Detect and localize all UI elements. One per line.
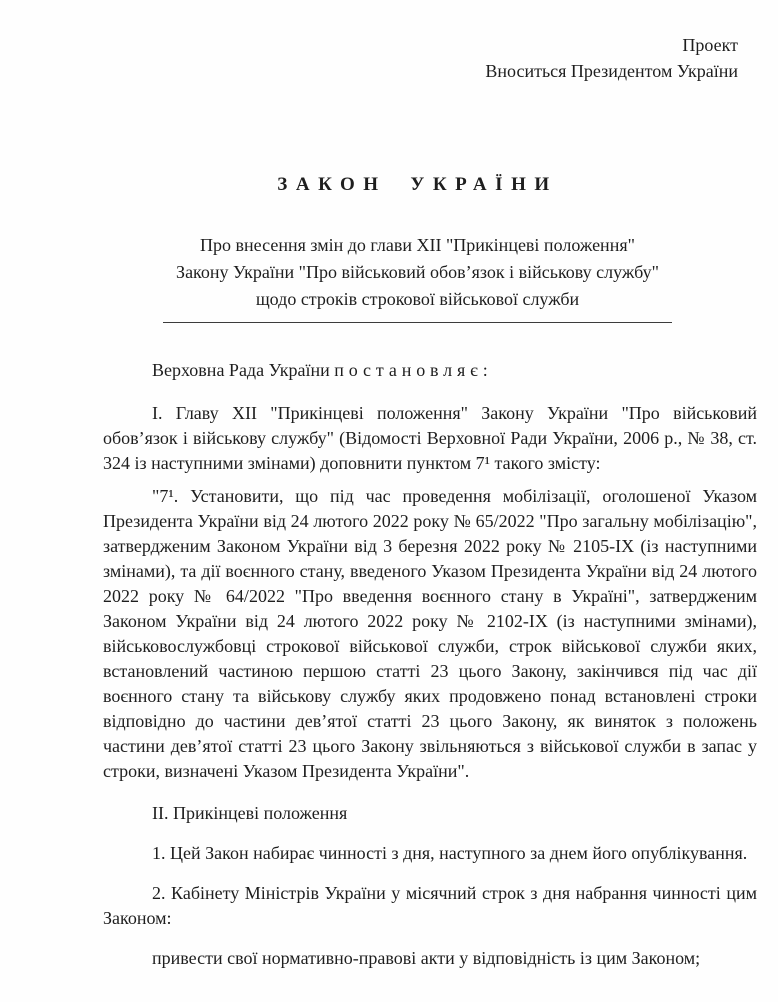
law-subtitle [163, 232, 672, 313]
document-header [103, 32, 738, 84]
preamble-enacts-label: постановляє: [334, 360, 493, 380]
point-7-1-paragraph: "7¹. Установити, що під час проведення мобілізації, оголошеної Указом Президента України від 24 лютого 2022 року № 65/2022 "Про загальну мобілізацію", затвердженим Законом України від 3 березня 2022 року № 2105-IX (із наступними змінами), та дії воєнного стану, введеного Указом Президента України від 24 лютого 2022 року № 64/2022 "Про введення воєнного стану в Україні", затвердженим Законом України від 24 лютого 2022 року № 2102-IX (із наступними змінами), військовослужбовці строкової військової служби, строк військової служби яких, встановлений частиною першою статті 23 цього Закону, закінчився під час дії воєнного стану та військову службу яких продовжено понад встановлені строки відповідно до частини дев’ятої статті 23 цього Закону, як виняток з положень частини дев’ятої статті 23 цього Закону звільняються з військової служби в запас у строки, визначені Указом Президента України". [103, 486, 757, 781]
law-subtitle-line-2: Закону України "Про військовий обов’язок і військову службу" [176, 262, 659, 282]
final-provisions-item-1: 1. Цей Закон набирає чинності з дня, наступного за днем його опублікування. [152, 843, 748, 863]
final-provisions-item-2: 2. Кабінету Міністрів України у місячний строк з дня набрання чинності цим Законом: [103, 883, 757, 928]
final-provisions-heading: II. Прикінцеві положення [152, 803, 348, 823]
title-block [163, 174, 672, 323]
title-rule [163, 322, 672, 323]
project-label: Проект [682, 35, 738, 55]
law-subtitle-line-1: Про внесення змін до глави XII "Прикінцеві положення" [200, 235, 635, 255]
preamble-lead: Верховна Рада України [152, 360, 330, 380]
final-provisions-item-2-subitem: привести свої нормативно-правові акти у відповідність із цим Законом; [152, 948, 701, 968]
preamble [103, 358, 757, 383]
law-subtitle-line-3: щодо строків строкової військової служби [255, 289, 580, 309]
section-i-paragraph: I. Главу XII "Прикінцеві положення" Закону України "Про військовий обов’язок і військову службу" (Відомості Верховної Ради України, 2006 р., № 38, ст. 324 із наступними змінами) доповнити пунктом 7¹ такого змісту: [103, 403, 757, 473]
law-title: ЗАКОН УКРАЇНИ [277, 174, 558, 195]
submitted-by-label: Вноситься Президентом України [485, 61, 738, 81]
